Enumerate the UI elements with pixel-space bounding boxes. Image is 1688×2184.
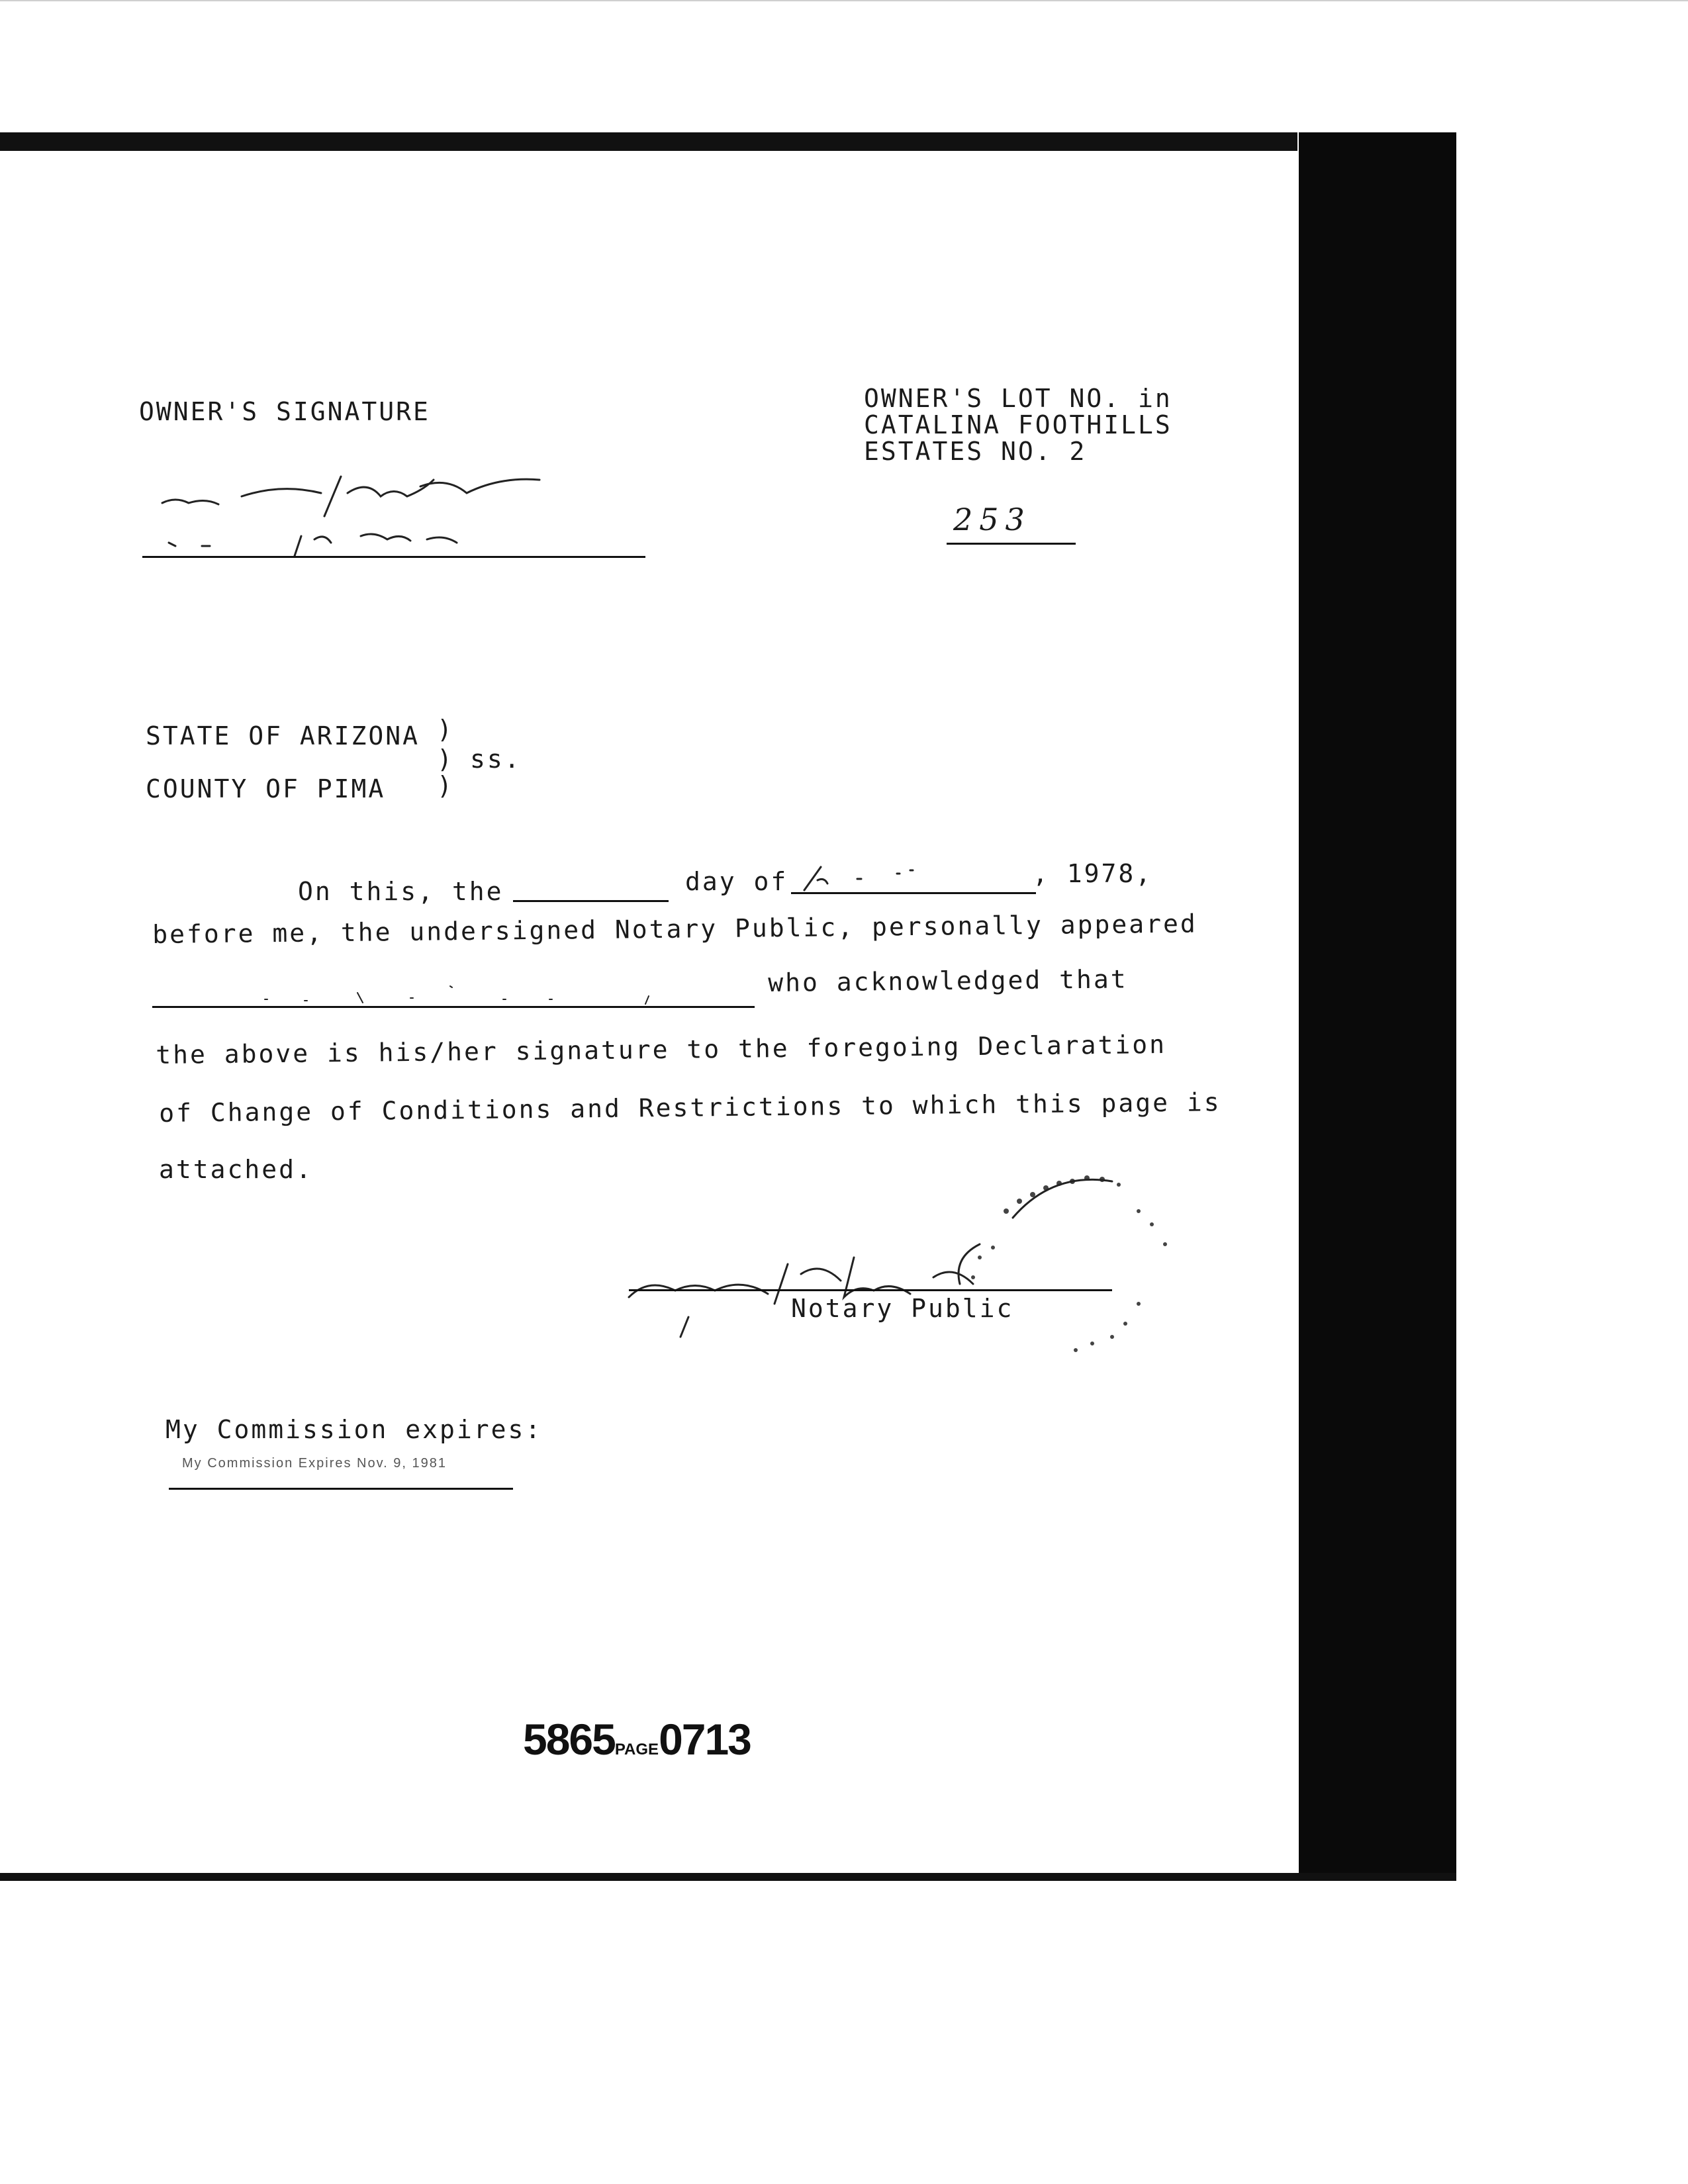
notary-label: Notary Public <box>791 1294 1014 1323</box>
scan-top-border <box>0 132 1297 151</box>
ack-month-handwriting <box>798 860 970 893</box>
venue-bracket-mid: ) <box>437 745 454 774</box>
ack-day-blank <box>513 900 669 902</box>
lot-number: 253 <box>953 502 1031 537</box>
scan-side-band <box>1299 132 1456 1880</box>
ack-line5: of Change of Conditions and Restrictions to which this page is <box>159 1087 1221 1128</box>
commission-label: My Commission expires: <box>165 1415 543 1444</box>
scan-bottom-border <box>0 1873 1456 1881</box>
lot-number-line <box>947 543 1076 545</box>
ack-line1-start: On this, the <box>298 877 504 906</box>
recording-stamp <box>523 1714 751 1764</box>
ack-line2: before me, the undersigned Notary Public, personally appeared <box>152 909 1197 949</box>
venue-bracket-top: ) <box>437 715 454 744</box>
page-edge-line <box>0 0 1688 1</box>
recording-page-word: PAGE <box>614 1741 659 1758</box>
ack-line3-end: who acknowledged that <box>768 964 1128 997</box>
notary-signature-line <box>629 1289 1112 1291</box>
venue-state: STATE OF ARIZONA <box>146 721 420 751</box>
lot-label-line3: ESTATES NO. 2 <box>864 437 1087 466</box>
commission-stamp: My Commission Expires Nov. 9, 1981 <box>182 1456 447 1471</box>
owner-signature-handwriting <box>142 457 606 576</box>
owner-signature-line <box>142 556 645 558</box>
lot-label-line2: CATALINA FOOTHILLS <box>864 410 1172 439</box>
ack-line1-day-of: day of <box>685 867 788 896</box>
ack-line6: attached. <box>159 1155 313 1184</box>
ack-line4: the above is his/her signature to the foregoing Declaration <box>156 1030 1167 1069</box>
commission-line <box>169 1488 513 1490</box>
notary-signature-handwriting <box>616 1224 1145 1350</box>
venue-ss: ss. <box>470 745 522 774</box>
ack-name-faint-handwriting <box>252 979 682 1009</box>
recording-page: 0713 <box>659 1715 751 1764</box>
lot-label-line1: OWNER'S LOT NO. in <box>864 384 1172 413</box>
venue-bracket-bottom: ) <box>437 771 454 800</box>
recording-book: 5865 <box>523 1715 615 1764</box>
owner-signature-label: OWNER'S SIGNATURE <box>139 397 430 426</box>
ack-line1-year: , 1978, <box>1033 859 1153 888</box>
venue-county: COUNTY OF PIMA <box>146 774 386 803</box>
